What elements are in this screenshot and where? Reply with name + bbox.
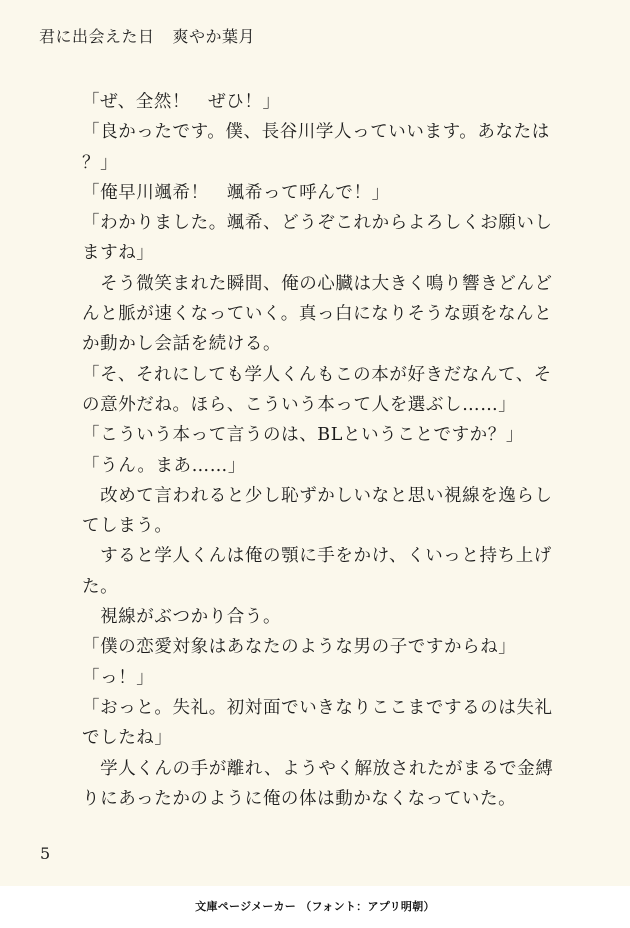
text-line: 「ぜ、全然！ ぜひ！」 xyxy=(82,92,281,112)
text-line: 「うん。まあ……」 xyxy=(82,455,246,476)
page-body-text xyxy=(82,87,552,814)
text-line: 「おっと。失礼。初対面でいきなりここまでするのは失礼 xyxy=(82,697,553,718)
text-line: 「こういう本って言うのは、BLということですか？」 xyxy=(82,425,524,446)
text-line: 改めて言われると少し恥ずかしいなと思い視線を逸らし xyxy=(82,485,553,506)
text-line: てしまう。 xyxy=(82,516,173,537)
author-name: 爽やか葉月 xyxy=(172,27,256,46)
text-line: 「っ！」 xyxy=(82,667,155,688)
running-header xyxy=(39,26,255,48)
footer-credit: 文庫ページメーカー （フォント：アプリ明朝） xyxy=(0,886,630,928)
text-line: 「俺早川颯希！ 颯希って呼んで！」 xyxy=(82,182,390,203)
text-line: か動かし会話を続ける。 xyxy=(82,334,282,355)
book-title: 君に出会えた日 xyxy=(39,27,155,46)
text-line: 「僕の恋愛対象はあなたのような男の子ですからね」 xyxy=(82,637,517,658)
text-line: の意外だね。ほら、こういう本って人を選ぶし……」 xyxy=(82,394,517,415)
text-line: 「そ、それにしても学人くんもこの本が好きだなんて、そ xyxy=(82,364,552,385)
text-line: そう微笑まれた瞬間、俺の心臓は大きく鳴り響きどんど xyxy=(82,273,553,294)
text-line: りにあったかのように俺の体は動かなくなっていた。 xyxy=(82,788,517,809)
text-line: すると学人くんは俺の顎に手をかけ、くいっと持ち上げ xyxy=(82,546,552,567)
page-number: 5 xyxy=(40,844,51,863)
text-line: 「良かったです。僕、長谷川学人っていいます。あなたは xyxy=(82,122,550,143)
text-line: でしたね」 xyxy=(82,728,173,749)
text-line: 「わかりました。颯希、どうぞこれからよろしくお願いし xyxy=(82,213,553,234)
text-line: ？」 xyxy=(82,152,119,173)
text-line: ますね」 xyxy=(82,243,155,264)
text-line: 視線がぶつかり合う。 xyxy=(82,607,282,628)
text-line: 学人くんの手が離れ、ようやく解放されたがまるで金縛 xyxy=(82,758,554,779)
text-line: た。 xyxy=(82,576,119,597)
text-line: んと脈が速くなっていく。真っ白になりそうな頭をなんと xyxy=(82,304,553,325)
